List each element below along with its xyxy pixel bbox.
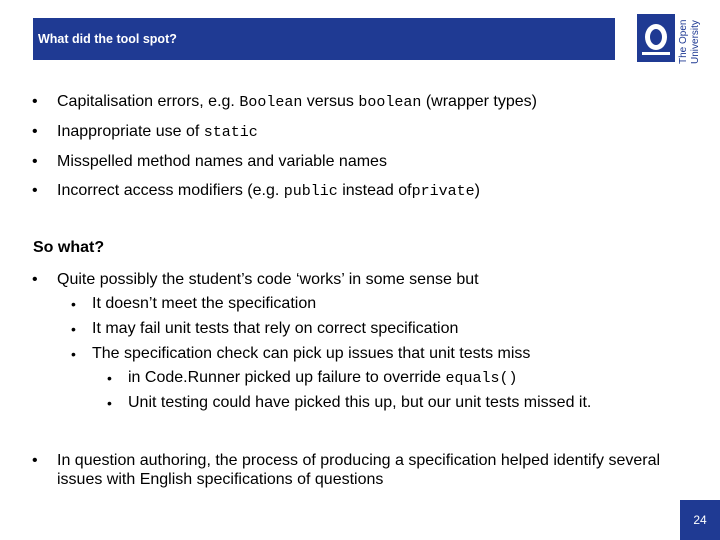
bullet-marker: • xyxy=(32,182,38,199)
bullet-text: Inappropriate use of xyxy=(57,123,200,140)
slide-title xyxy=(33,18,615,60)
code-public: public xyxy=(283,183,338,200)
bullet-access-modifiers xyxy=(32,181,480,202)
logo-wordmark: The Open University xyxy=(678,19,701,64)
bullet-quite-possibly xyxy=(32,270,479,290)
bullet-marker: • xyxy=(107,370,112,386)
bullet-text: In question authoring, the process of producing a specification helped identify several issues with English specifications of questions xyxy=(57,452,661,488)
bullet-marker: • xyxy=(32,123,38,140)
sub-bullet-spec-check xyxy=(71,344,531,364)
sub-sub-bullet-unit-testing xyxy=(107,393,592,413)
code-boolean-lower: boolean xyxy=(358,94,422,111)
bullet-marker: • xyxy=(107,395,112,411)
code-private: private xyxy=(411,183,475,200)
bullet-marker: • xyxy=(71,346,76,362)
bullet-marker: • xyxy=(32,153,38,170)
logo-mark-icon xyxy=(637,14,675,62)
open-university-logo xyxy=(633,14,705,66)
bullet-marker: • xyxy=(32,452,38,469)
bullet-text: ) xyxy=(474,182,480,199)
so-what-heading: So what? xyxy=(33,239,105,256)
bullet-marker: • xyxy=(71,296,76,312)
code-equals: equals() xyxy=(445,370,518,387)
code-static: static xyxy=(203,124,258,141)
page-number xyxy=(680,500,720,540)
bullet-static xyxy=(32,122,258,143)
slide-title-text: What did the tool spot? xyxy=(38,32,177,46)
bullet-text: Unit testing could have picked this up, but our unit tests missed it. xyxy=(128,394,592,411)
sub-bullet-unit-tests xyxy=(71,319,459,339)
bullet-text: versus xyxy=(306,93,354,110)
sub-sub-bullet-coderunner xyxy=(107,368,518,389)
code-boolean: Boolean xyxy=(239,94,303,111)
bullet-marker: • xyxy=(32,271,38,288)
sub-bullet-spec xyxy=(71,294,317,314)
bullet-text: It doesn’t meet the specification xyxy=(92,295,317,312)
bullet-marker: • xyxy=(32,93,38,110)
bullet-text: in Code.Runner picked up failure to override xyxy=(128,369,442,386)
bullet-text: It may fail unit tests that rely on correct specification xyxy=(92,320,459,337)
bullet-text: instead of xyxy=(342,182,412,199)
bullet-question-authoring xyxy=(32,451,682,489)
bullet-text: (wrapper types) xyxy=(425,93,537,110)
bullet-text: Quite possibly the student’s code ‘works’ in some sense but xyxy=(57,271,479,288)
bullet-marker: • xyxy=(71,321,76,337)
page-number-text: 24 xyxy=(693,513,707,527)
bullet-capitalisation xyxy=(32,92,537,113)
bullet-text: Misspelled method names and variable names xyxy=(57,153,387,170)
bullet-misspelled xyxy=(32,152,387,172)
bullet-text: Incorrect access modifiers (e.g. xyxy=(57,182,280,199)
bullet-text: The specification check can pick up issues that unit tests miss xyxy=(92,345,531,362)
bullet-text: Capitalisation errors, e.g. xyxy=(57,93,235,110)
